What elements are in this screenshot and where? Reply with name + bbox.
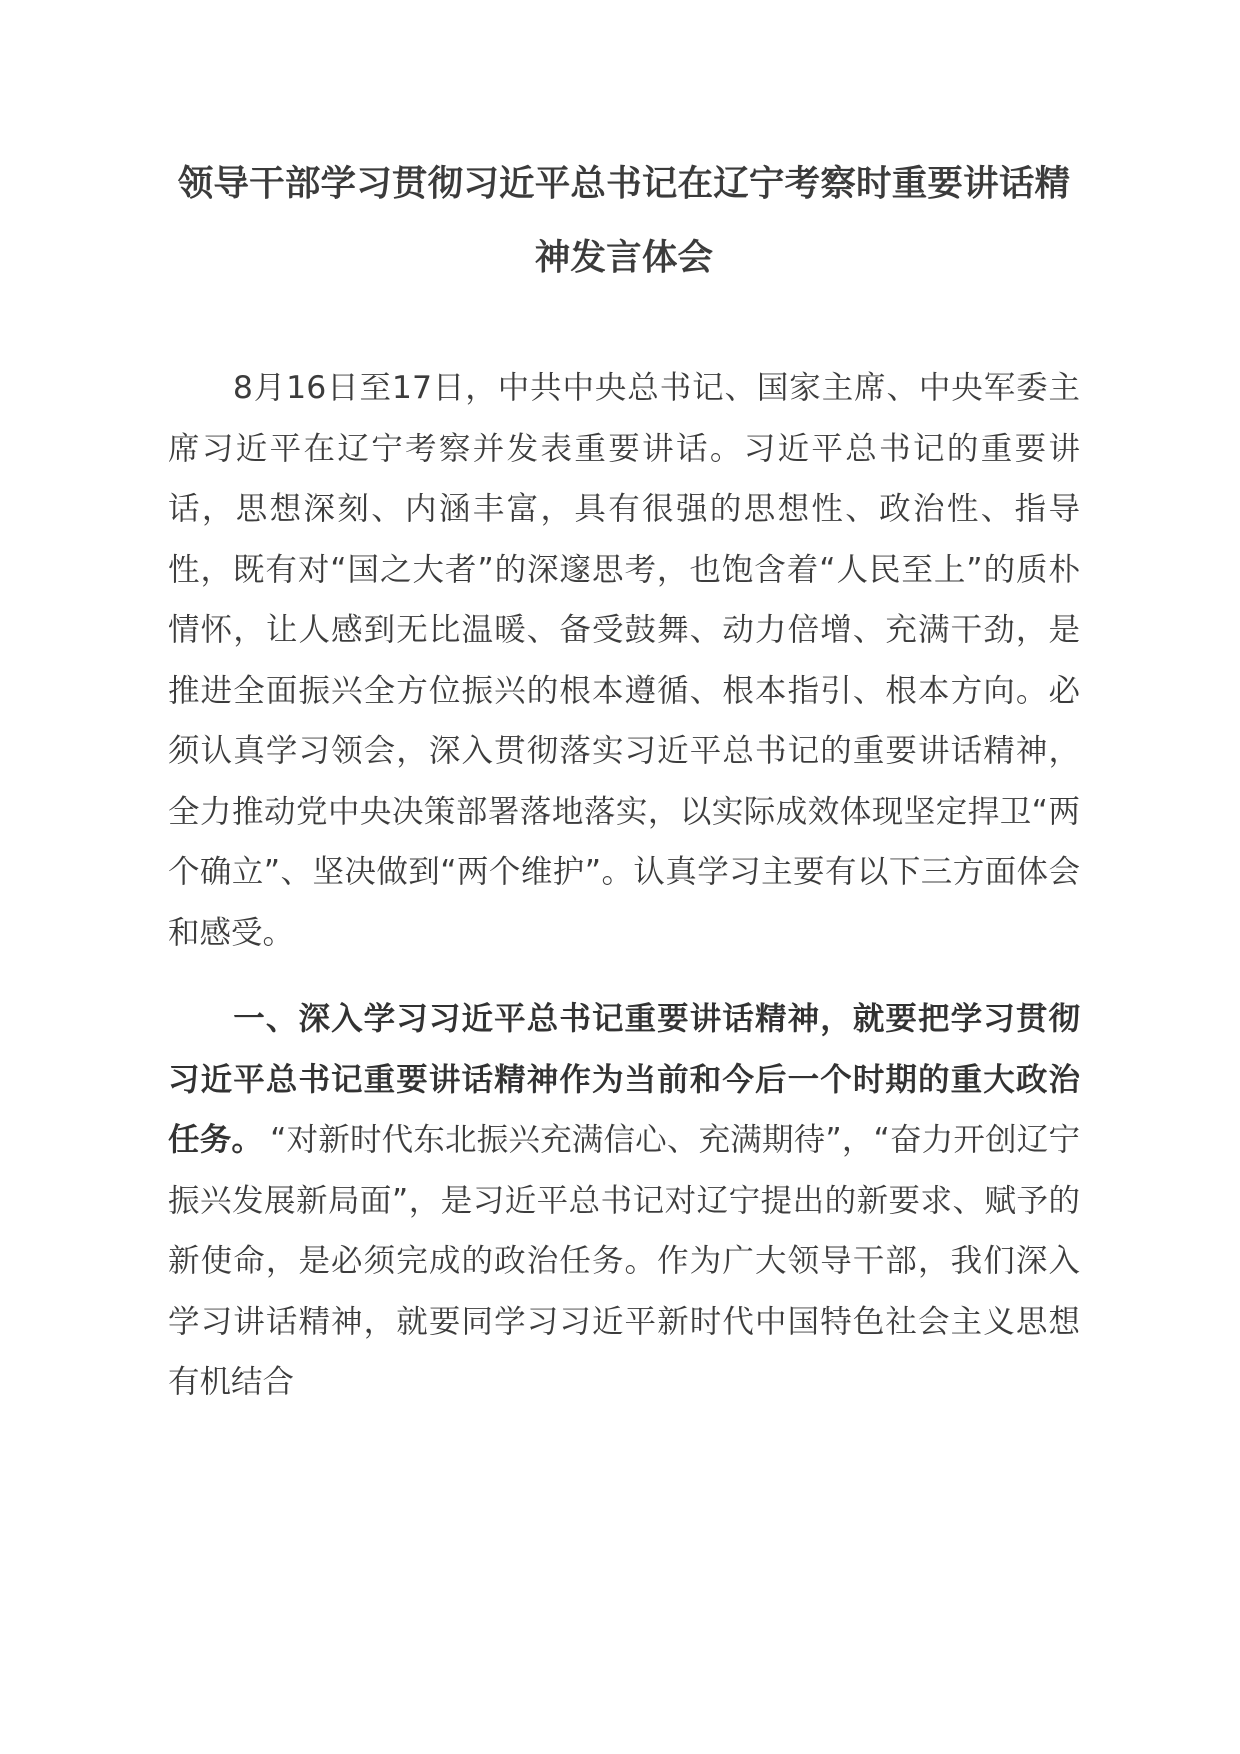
paragraph-intro [168,358,1080,963]
paragraph-intro-text: 8月16日至17日，中共中央总书记、国家主席、中央军委主席习近平在辽宁考察并发表重要讲话。习近平总书记的重要讲话，思想深刻、内涵丰富，具有很强的思想性、政治性、指导性，既有对“国之大者”的深邃思考，也饱含着“人民至上”的质朴情怀，让人感到无比温暖、备受鼓舞、动力倍增、充满干劲，是推进全面振兴全方位振兴的根本遵循、根本指引、根本方向。必须认真学习领会，深入贯彻落实习近平总书记的重要讲话精神，全力推动党中央决策部署落地落实，以实际成效体现坚定捍卫“两个确立”、坚决做到“两个维护”。认真学习主要有以下三方面体会和感受。 [168,370,1080,951]
paragraph-section-one [168,989,1080,1413]
section-one-bold-lead: 一、深入学习习近平总书记重要讲话精神，就要把学习贯彻习近平总书记重要讲话精神作为当前和今后一个时期的重大政治任务。 [168,1001,1080,1158]
page-content-area [168,0,1080,1413]
document-body [168,358,1080,1413]
document-title-line-2: 神发言体会 [534,237,714,278]
document-title [168,0,1080,294]
document-title-line-1: 领导干部学习贯彻习近平总书记在辽宁考察时重要讲话精 [177,163,1071,204]
section-one-body-text: “对新时代东北振兴充满信心、充满期待”，“奋力开创辽宁振兴发展新局面”，是习近平总书记对辽宁提出的新要求、赋予的新使命，是必须完成的政治任务。作为广大领导干部，我们深入学习讲话精神，就要同学习习近平新时代中国特色社会主义思想有机结合 [168,1122,1080,1400]
